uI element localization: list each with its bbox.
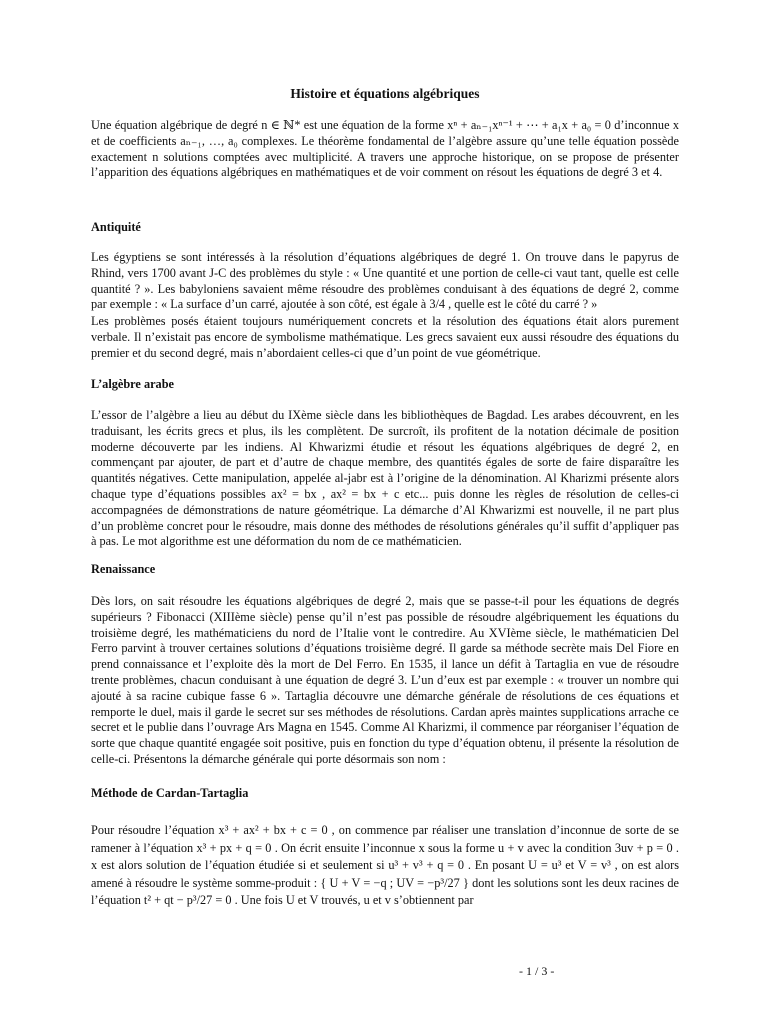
- section-heading-antiquite: Antiquité: [91, 220, 141, 234]
- section-heading-renaissance: Renaissance: [91, 562, 156, 576]
- antiquite-paragraph-2: Les problèmes posés étaient toujours numériquement concrets et la résolution des équations était alors purement verbale. Il n’existait pas encore de symbolisme mathématique. Les grecs savaient eux aussi résoudre des équations du premier et du second degré, mais n’abordaient celles-ci que d’un point de vue géométrique.: [91, 314, 679, 360]
- page-number-footer: - 1 / 3 -: [519, 964, 555, 978]
- section-heading-algebre-arabe: L’algèbre arabe: [91, 377, 174, 391]
- document-title: Histoire et équations algébriques: [290, 86, 480, 101]
- algebre-arabe-paragraph: L’essor de l’algèbre a lieu au début du IXème siècle dans les bibliothèques de Bagdad. Les arabes découvrent, en les traduisant, les écrits grecs et plus, ils les complètent. De surcroît, ils profitent de la notation décimale de position moderne découverte par les indiens. Al Khwarizmi étudie et résout les équations algébriques de degré 2, en commençant par ajouter, de part et d’autre de chaque membre, des quantités égales de sorte de faire disparaître les quantités négatives. Cette manipulation, appelée al-jabr est à l’origine de la dénomination. Al Kharizmi présente alors chaque type d’équations possibles ax² = bx , ax² = bx + c etc... puis donne les règles de résolution de celles-ci accompagnées de démonstrations de nature géométrique. La démarche d’Al Khwarizmi est nouvelle, il ne part plus d’un problème concret pour le résoudre, mais donne des méthodes de résolutions générales qu’il suffit d’appliquer pas à pas. Le mot algorithme est une déformation du nom de ce mathématicien.: [91, 408, 679, 549]
- cardan-tartaglia-paragraph: Pour résoudre l’équation x³ + ax² + bx + c = 0 , on commence par réaliser une translation d’inconnue de sorte de se ramener à l’équation x³ + px + q = 0 . On écrit ensuite l’inconnue x sous la forme u + v avec la condition 3uv + p = 0 . x est alors solution de l’équation étudiée si et seulement si u³ + v³ + q = 0 . En posant U = u³ et V = v³ , on est alors amené à résoudre le système somme-produit : { U + V = −q ; UV = −p³/27 } dont les solutions sont les deux racines de l’équation t² + qt − p³/27 = 0 . Une fois U et V trouvés, u et v s’obtiennent par: [91, 823, 679, 907]
- renaissance-paragraph: Dès lors, on sait résoudre les équations algébriques de degré 2, mais que se passe-t-il pour les équations de degrés supérieurs ? Fibonacci (XIIIème siècle) pense qu’il n’est pas possible de résoudre algébriquement les équations du troisième degré, les mathématiciens du nord de l’Italie vont le contredire. Au XVIème siècle, le mathématicien Del Ferro parvint à trouver certaines solutions d’équations troisième degré. Il garde sa méthode secrète mais Del Fiore en prend connaissance et l’exploite dès la mort de Del Ferro. En 1535, il lance un défit à Tartaglia en vue de résoudre trente problèmes, chacun conduisant à une équation de degré 3. L’un d’eux est par exemple : « trouver un nombre qui ajouté à sa racine cubique fasse 6 ». Tartaglia découvre une démarche générale de résolutions de ces équations et remporte le duel, mais il garde le secret sur ses méthodes de résolutions. Cardan après maintes supplications arrache ce secret et le publie dans l’ouvrage Ars Magna en 1545. Comme Al Kharizmi, il commence par réorganiser l’équation de sorte que chaque quantité engagée soit positive, puis en fonction du type d’équation obtenu, il présente la résolution de celle-ci. Présentons la démarche générale qui porte désormais son nom :: [91, 594, 679, 766]
- intro-paragraph: Une équation algébrique de degré n ∈ ℕ* est une équation de la forme xⁿ + aₙ₋₁xⁿ⁻¹ + ⋯ + a₁x + a₀ = 0 d’inconnue x et de coefficients aₙ₋₁, …, a₀ complexes. Le théorème fondamental de l’algèbre assure qu’une telle équation possède exactement n solutions comptées avec multiplicité. A travers une approche historique, on se propose de présenter l’apparition des équations algébriques en mathématiques et de voir comment on résout les équations de degré 3 et 4.: [91, 118, 679, 180]
- section-heading-cardan-tartaglia: Méthode de Cardan-Tartaglia: [91, 786, 249, 800]
- antiquite-paragraph-1: Les égyptiens se sont intéressés à la résolution d’équations algébriques de degré 1. On trouve dans le papyrus de Rhind, vers 1700 avant J-C des problèmes du style : « Une quantité et une portion de celle-ci vaut tant, quelle est celle quantité ? ». Les babyloniens savaient même résoudre des problèmes conduisant à des équations de degré 2, comme par exemple : « La surface d’un carré, ajoutée à son côté, est égale à 3/4 , quelle est le côté du carré ? »: [91, 250, 679, 312]
